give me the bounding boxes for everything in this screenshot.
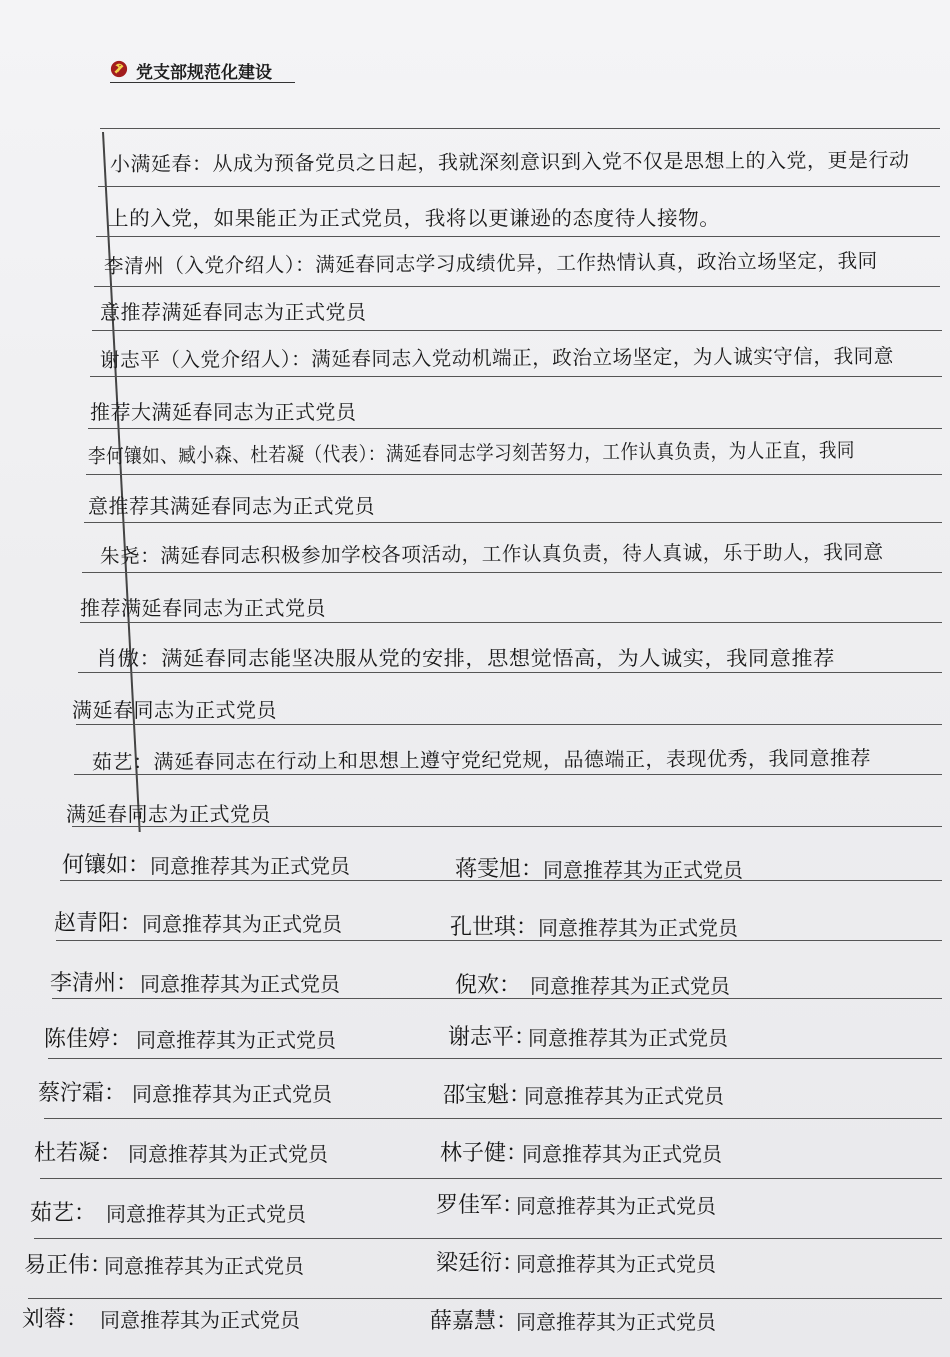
signatory-name: 薛嘉慧：: [430, 1309, 519, 1334]
signatory-name: 孔世琪：: [450, 915, 539, 940]
signatory-name: 林子健：: [440, 1141, 529, 1166]
signature-text: 同意推荐其为正式党员: [530, 974, 730, 998]
statement-line: 茹艺：满延春同志在行动上和思想上遵守党纪党规，品德端正，表现优秀，我同意推荐: [91, 745, 872, 774]
ruled-line: [98, 186, 940, 187]
signature-text: 同意推荐其为正式党员: [516, 1252, 716, 1276]
statement-line: 推荐满延春同志为正式党员: [80, 596, 326, 620]
statement-line: 推荐大满延春同志为正式党员: [90, 400, 357, 424]
statement-line: 肖傲：满延春同志能坚决服从党的安排，思想觉悟高，为人诚实，我同意推荐: [96, 646, 835, 670]
signature-text: 同意推荐其为正式党员: [100, 1308, 300, 1332]
ruled-line: [78, 672, 942, 673]
signatory-name: 易正伟：: [24, 1253, 113, 1278]
ruled-line: [80, 622, 942, 623]
statement-line: 李清州（入党介绍人）：满延春同志学习成绩优异，工作热情认真，政治立场坚定，我同: [103, 248, 878, 278]
signatory-name: 罗佳军：: [436, 1193, 525, 1218]
signatory-name: 杜若凝：: [34, 1141, 123, 1166]
ruled-line: [82, 572, 942, 573]
ruled-line: [88, 428, 942, 429]
signature-text: 同意推荐其为正式党员: [528, 1026, 728, 1050]
signatory-name: 陈佳婷：: [44, 1027, 133, 1052]
ruled-line: [96, 236, 940, 237]
statement-line: 满延春同志为正式党员: [66, 802, 271, 826]
signature-text: 同意推荐其为正式党员: [522, 1142, 722, 1166]
statement-line: 谢志平（入党介绍人）：满延春同志入党动机端正，政治立场坚定，为人诚实守信，我同意: [99, 343, 894, 372]
signatory-name: 蔡泞霜：: [38, 1081, 127, 1106]
signature-text: 同意推荐其为正式党员: [516, 1194, 716, 1218]
ruled-line: [34, 1238, 942, 1239]
signature-text: 同意推荐其为正式党员: [136, 1028, 336, 1052]
signatory-name: 梁廷衍：: [436, 1251, 525, 1276]
signatory-name: 蒋雯旭：: [455, 857, 544, 882]
statement-line: 小满延春：从成为预备党员之日起，我就深刻意识到入党不仅是思想上的入党，更是行动: [109, 147, 910, 176]
ruled-line: [100, 128, 940, 129]
signatory-name: 倪欢：: [455, 973, 522, 998]
ruled-line: [76, 724, 942, 725]
signature-text: 同意推荐其为正式党员: [543, 858, 743, 882]
signature-text: 同意推荐其为正式党员: [128, 1142, 328, 1166]
signature-text: 同意推荐其为正式党员: [516, 1310, 716, 1334]
statement-line: 朱尧：满延春同志积极参加学校各项活动，工作认真负责，待人真诚，乐于助人，我同意: [99, 539, 884, 568]
signatory-name: 刘蓉：: [22, 1307, 89, 1332]
statement-line: 意推荐满延春同志为正式党员: [100, 300, 367, 324]
ruled-line: [40, 1178, 942, 1179]
signature-text: 同意推荐其为正式党员: [104, 1254, 304, 1278]
ruled-line: [28, 1298, 942, 1299]
signatory-name: 邵宝魁：: [443, 1083, 532, 1108]
ruled-line: [92, 330, 942, 331]
ruled-line: [86, 474, 942, 475]
ruled-line: [48, 1058, 942, 1059]
signature-text: 同意推荐其为正式党员: [150, 854, 350, 878]
signatory-name: 赵青阳：: [54, 911, 143, 936]
signature-text: 同意推荐其为正式党员: [106, 1202, 306, 1226]
statement-line: 满延春同志为正式党员: [72, 698, 277, 722]
signature-text: 同意推荐其为正式党员: [140, 972, 340, 996]
ruled-line: [94, 286, 940, 287]
page-header-title: 党支部规范化建设: [136, 63, 272, 83]
statement-line: 意推荐其满延春同志为正式党员: [88, 494, 375, 518]
signature-text: 同意推荐其为正式党员: [538, 916, 738, 940]
statement-line: 上的入党，如果能正为正式党员，我将以更谦逊的态度待人接物。: [108, 206, 721, 230]
ruled-line: [90, 376, 942, 377]
page-header: [110, 58, 295, 83]
ruled-line: [44, 1118, 942, 1119]
ruled-line: [84, 522, 942, 523]
party-emblem-icon: [110, 60, 128, 78]
signatory-name: 茹艺：: [30, 1201, 97, 1226]
statement-line: 李何镶如、臧小森、杜若凝（代表）：满延春同志学习刻苦努力，工作认真负责，为人正直，我同: [87, 437, 855, 468]
signatory-name: 李清州：: [50, 971, 139, 996]
signature-text: 同意推荐其为正式党员: [142, 912, 342, 936]
signatory-name: 何镶如：: [62, 853, 151, 878]
signatory-name: 谢志平：: [448, 1025, 537, 1050]
signature-text: 同意推荐其为正式党员: [524, 1084, 724, 1108]
signature-text: 同意推荐其为正式党员: [132, 1082, 332, 1106]
